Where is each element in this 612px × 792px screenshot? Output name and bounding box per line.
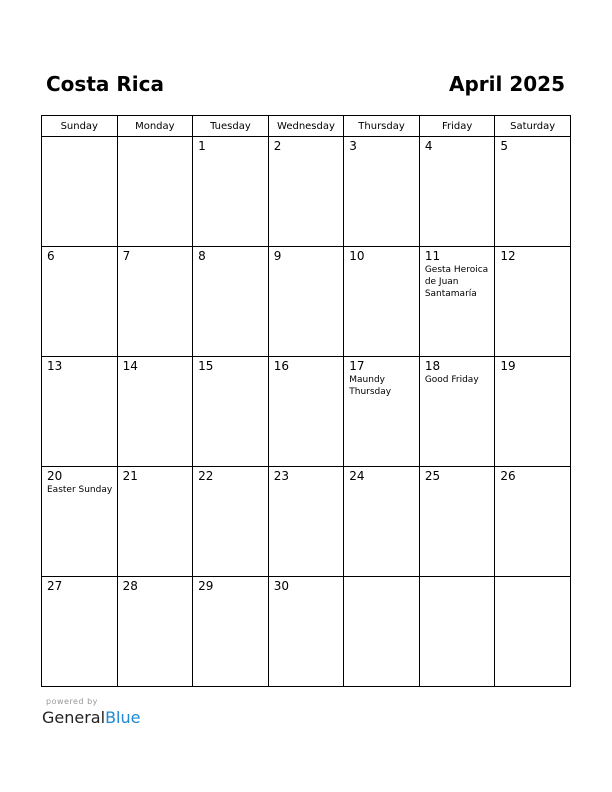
day-number: 8 (198, 249, 206, 263)
day-cell (42, 577, 118, 687)
day-cell (495, 137, 571, 247)
day-number: 30 (273, 579, 289, 593)
weekday-header: Monday (117, 116, 193, 137)
day-cell (419, 247, 495, 357)
day-cell (495, 247, 571, 357)
day-number: 6 (47, 249, 55, 263)
day-cell (193, 467, 269, 577)
day-number: 1 (198, 139, 206, 153)
brand-logo-general: General (42, 708, 106, 727)
month-title: April 2025 (449, 72, 565, 96)
day-number: 12 (500, 249, 516, 263)
day-number: 15 (198, 359, 214, 373)
day-number: 29 (198, 579, 214, 593)
country-title: Costa Rica (46, 72, 164, 96)
week-row (42, 137, 571, 247)
weekday-header: Tuesday (193, 116, 269, 137)
day-cell (268, 357, 344, 467)
day-number: 22 (198, 469, 214, 483)
day-cell (495, 467, 571, 577)
day-cell (495, 357, 571, 467)
day-number: 19 (500, 359, 516, 373)
day-number: 5 (500, 139, 509, 153)
day-cell (42, 247, 118, 357)
day-cell (344, 357, 420, 467)
day-number: 23 (273, 469, 289, 483)
holiday-label: Gesta Heroica de Juan Santamaría (424, 265, 489, 299)
day-cell (419, 137, 495, 247)
day-cell (268, 467, 344, 577)
day-cell (344, 467, 420, 577)
weekday-header: Saturday (495, 116, 571, 137)
day-cell (344, 577, 420, 687)
powered-by-label: powered by (46, 697, 98, 706)
day-number: 16 (273, 359, 289, 373)
day-number: 4 (424, 139, 433, 153)
day-number: 7 (122, 249, 131, 263)
day-number: 27 (47, 579, 63, 593)
day-cell (117, 467, 193, 577)
brand-logo[interactable] (42, 708, 140, 728)
holiday-label: Good Friday (424, 375, 479, 385)
weekday-header: Wednesday (268, 116, 344, 137)
day-cell (419, 467, 495, 577)
day-number: 2 (273, 139, 282, 153)
day-number: 13 (47, 359, 63, 373)
day-cell (117, 357, 193, 467)
day-number: 3 (349, 139, 357, 153)
day-cell (419, 357, 495, 467)
day-cell (117, 247, 193, 357)
week-row (42, 247, 571, 357)
weekday-header: Sunday (42, 116, 118, 137)
day-number: 21 (122, 469, 138, 483)
day-number: 10 (349, 249, 365, 263)
calendar-grid (41, 115, 571, 689)
day-cell (268, 577, 344, 687)
brand-logo-blue: Blue (105, 708, 141, 727)
day-cell (419, 577, 495, 687)
day-cell (268, 247, 344, 357)
day-number: 9 (273, 249, 282, 263)
day-cell (193, 137, 269, 247)
day-number: 14 (122, 359, 138, 373)
day-cell (344, 137, 420, 247)
holiday-label: Maundy Thursday (349, 375, 392, 397)
weekday-header: Friday (419, 116, 495, 137)
day-cell (268, 137, 344, 247)
day-cell (344, 247, 420, 357)
day-number: 20 (47, 469, 63, 483)
day-cell (42, 357, 118, 467)
calendar-table (41, 115, 571, 687)
day-cell (117, 137, 193, 247)
day-cell (193, 247, 269, 357)
weekday-header-row (42, 116, 571, 137)
day-number: 17 (349, 359, 365, 373)
week-row (42, 357, 571, 467)
day-number: 26 (500, 469, 516, 483)
day-cell (117, 577, 193, 687)
day-cell (193, 357, 269, 467)
weekday-header: Thursday (344, 116, 420, 137)
day-number: 24 (349, 469, 365, 483)
day-cell (42, 467, 118, 577)
day-cell (193, 577, 269, 687)
week-row (42, 577, 571, 687)
day-cell (495, 577, 571, 687)
day-number: 28 (122, 579, 138, 593)
day-number: 25 (424, 469, 441, 483)
day-number: 18 (424, 359, 441, 373)
day-number: 11 (424, 249, 441, 263)
holiday-label: Easter Sunday (47, 485, 113, 495)
day-cell (42, 137, 118, 247)
week-row (42, 467, 571, 577)
